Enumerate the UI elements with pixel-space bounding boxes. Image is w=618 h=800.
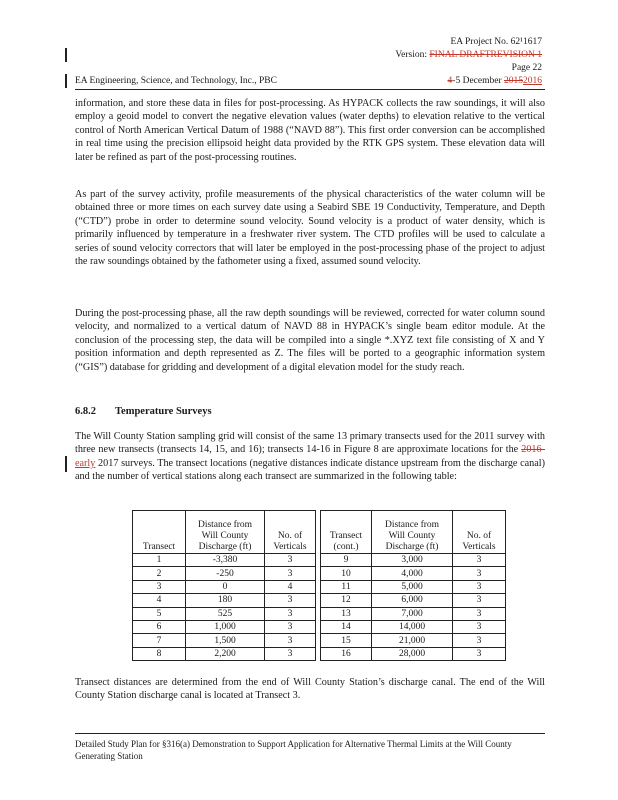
date-b: 2016: [523, 76, 542, 86]
table-row: [133, 647, 506, 660]
table-row: [133, 634, 506, 647]
header-cell: No. of Verticals: [453, 511, 506, 554]
table-cell: 16: [321, 647, 372, 660]
p4-inserted: early: [75, 457, 96, 469]
table-cell: 5: [133, 607, 186, 620]
table-cell: 13: [321, 607, 372, 620]
table-cell: 3: [265, 620, 316, 633]
table-cell: -3,380: [186, 554, 265, 567]
table-cell: 3: [453, 634, 506, 647]
header-rule: [75, 89, 545, 90]
header-company: EA Engineering, Science, and Technology, Inc., PBC: [75, 76, 277, 86]
paragraph-grid: [75, 430, 545, 484]
table-cell: 8: [133, 647, 186, 660]
table-cell: 15: [321, 634, 372, 647]
p4-struck: 2016-: [521, 444, 545, 456]
paragraph-postprocessing: During the post-processing phase, all the raw depth soundings will be reviewed, corrected for water column sound velocity, and normalized to a vertical datum of NAVD 88 in HYPACK’s single beam editor module. At the conclusion of the processing step, the data will be compiled into a single *.XYZ text file consisting of X and Y position information and depth represented as Z. The files will be ported to a geographic information system (“GIS”) database for gridding and development of a digital elevation model for the study reach.: [75, 308, 545, 373]
table-cell: 28,000: [372, 647, 453, 660]
paragraph-hypack: information, and store these data in files for post-processing. As HYPACK collects the raw soundings, it will also employ a geoid model to convert the negative elevation values (water depths) to elevation relative to the vertical control of North American Vertical Datum of 1988 (“NAVD 88”). This first order conversion can be accomplished in real time using the precision ellipsoid height data provided by the RTK GPS system. These elevation data will later be refined as part of the post-processing routines.: [75, 98, 545, 163]
table-cell: 1,000: [186, 620, 265, 633]
table-cell: 0: [186, 580, 265, 593]
table-cell: 12: [321, 594, 372, 607]
table-row: [133, 567, 506, 580]
section-title: Temperature Surveys: [115, 406, 212, 417]
table-cell: 21,000: [372, 634, 453, 647]
header-cell: Transect: [133, 511, 186, 554]
table-cell: 3: [453, 647, 506, 660]
footer-rule: [75, 733, 545, 734]
date-struck-b: 2015: [504, 76, 523, 86]
header-cell: Transect (cont.): [321, 511, 372, 554]
table-cell: 3: [453, 620, 506, 633]
table-cell: 4: [265, 580, 316, 593]
header-cell: No. of Verticals: [265, 511, 316, 554]
table-cell: 4,000: [372, 567, 453, 580]
table-row: [133, 594, 506, 607]
table-cell: 7: [133, 634, 186, 647]
table-cell: 3,000: [372, 554, 453, 567]
header-cell: Distance from Will County Discharge (ft): [372, 511, 453, 554]
header-page: Page 22: [511, 63, 542, 73]
table-cell: 3: [453, 567, 506, 580]
table-cell: 3: [265, 634, 316, 647]
table-cell: 1,500: [186, 634, 265, 647]
transect-table: [132, 510, 506, 661]
table-cell: 11: [321, 580, 372, 593]
table-cell: 3: [453, 607, 506, 620]
header-date: [448, 75, 542, 88]
table-cell: 2: [133, 567, 186, 580]
change-bar: [65, 48, 67, 62]
table-cell: 1: [133, 554, 186, 567]
paragraph-ctd: As part of the survey activity, profile measurements of the physical characteristics of the water column will be obtained three or more times on each survey date using a Seabird SBE 19 Conductivity, Temperature, and Depth (“CTD”) probe in order to determine sound velocity. Sound velocity is a product of water density, which is primarily influenced by temperature in a freshwater river system. The CTD profiles will be used to calculate a series of sound velocity correctors that will later be employed in the post-processing phase of the project to adjust the raw soundings obtained by the fathometer using a fixed, assumed sound velocity.: [75, 189, 545, 268]
table-row: [133, 554, 506, 567]
table-cell: 6: [133, 620, 186, 633]
table-cell: 10: [321, 567, 372, 580]
table-header-row: [133, 511, 506, 554]
table-cell: 14: [321, 620, 372, 633]
p4-b: 2017 surveys. The transect locations (negative distances indicate distance upstream from the discharge canal) and the number of vertical stations along each transect are summarized in the following table:: [75, 457, 545, 483]
date-struck-a: 4: [447, 76, 453, 86]
table-cell: 4: [133, 594, 186, 607]
table-cell: 3: [133, 580, 186, 593]
section-number: 6.8.2: [75, 406, 96, 417]
table-cell: 14,000: [372, 620, 453, 633]
change-bar: [65, 456, 67, 472]
header-project-no: EA Project No. 62¹1617: [450, 37, 542, 47]
table-cell: 3: [453, 554, 506, 567]
table-cell: 3: [265, 554, 316, 567]
table-cell: 6,000: [372, 594, 453, 607]
table-cell: -250: [186, 567, 265, 580]
table-cell: 3: [265, 567, 316, 580]
section-heading: [75, 406, 212, 417]
table-cell: 3: [265, 607, 316, 620]
table-cell: 3: [265, 594, 316, 607]
table-cell: 2,200: [186, 647, 265, 660]
version-struck: FINAL DRAFTREVISION 1: [429, 50, 542, 60]
footer-text: Detailed Study Plan for §316(a) Demonstration to Support Application for Alternative Thermal Limits at the Will County Generating Station: [75, 739, 512, 761]
table-row: [133, 580, 506, 593]
header-cell: Distance from Will County Discharge (ft): [186, 511, 265, 554]
paragraph-transect-distances: Transect distances are determined from the end of Will County Station’s discharge canal. The end of the Will County Station discharge canal is located at Transect 3.: [75, 677, 545, 702]
change-bar: [65, 74, 67, 88]
date-a: -5 December: [452, 76, 504, 86]
p4-a: The Will County Station sampling grid will consist of the same 13 primary transects used for the 2011 survey with three new transects (transects 14, 15, and 16); transects 14-16 in Figure 8 are approximate locations for the: [75, 431, 545, 456]
table-cell: 525: [186, 607, 265, 620]
table-cell: 3: [453, 594, 506, 607]
table-cell: 180: [186, 594, 265, 607]
table-cell: 5,000: [372, 580, 453, 593]
table-cell: 9: [321, 554, 372, 567]
table-row: [133, 607, 506, 620]
table-cell: 3: [265, 647, 316, 660]
table-row: [133, 620, 506, 633]
header-version: [395, 49, 542, 62]
version-prefix: Version:: [395, 50, 430, 60]
table-cell: 7,000: [372, 607, 453, 620]
table-cell: 3: [453, 580, 506, 593]
